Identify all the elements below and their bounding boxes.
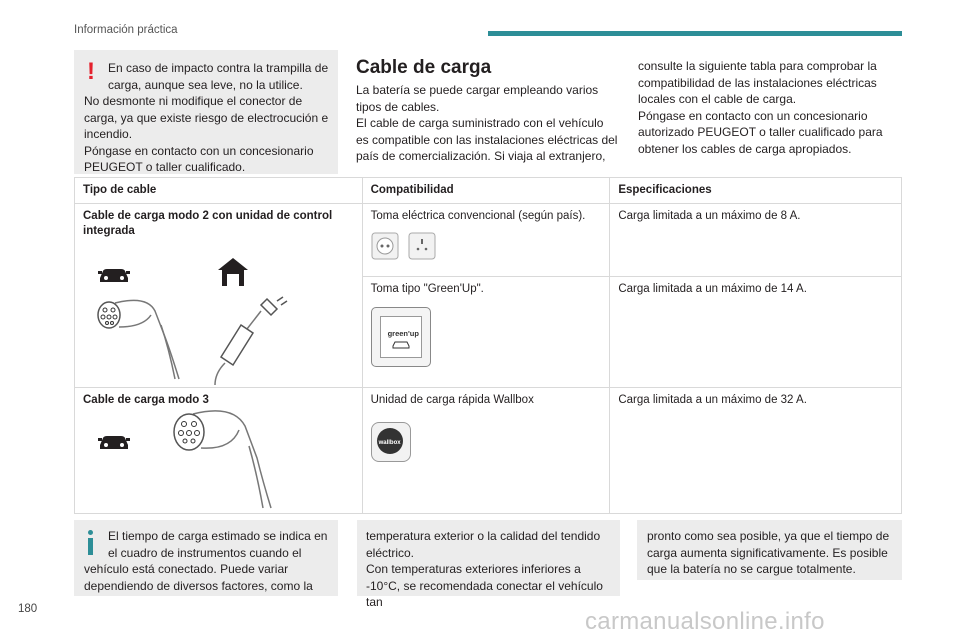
compatibility-cell <box>362 277 610 388</box>
compatibility-label: Toma tipo "Green'Up". <box>370 283 484 295</box>
section-paragraph-3: Póngase en contacto con un concesionario autorizado PEUGEOT o taller cualificado para obtener los cables de carga apropiados. <box>638 108 883 156</box>
info-paragraph-4: pronto como sea posible, ya que el tiempo de carga aumenta significativamente. Es posible que la batería no se cargue totalmente. <box>647 529 890 576</box>
info-line-2: el cuadro de instrumentos cuando el <box>108 545 302 560</box>
car-icon <box>97 432 131 452</box>
type-e-socket-icon <box>408 232 436 260</box>
table-row <box>75 388 902 514</box>
cable-type-cell <box>75 388 363 514</box>
car-icon <box>97 265 131 285</box>
specification-cell: Carga limitada a un máximo de 14 A. <box>610 277 902 388</box>
compatibility-label: Toma eléctrica convencional (según país). <box>370 210 586 222</box>
section-paragraph-1: La batería se puede cargar empleando varios tipos de cables. <box>356 83 599 114</box>
table-header-cell: Tipo de cable <box>75 178 363 204</box>
specification-cell: Carga limitada a un máximo de 8 A. <box>610 204 902 277</box>
info-icon <box>88 530 93 552</box>
greenup-icon-label: green'up <box>387 329 419 338</box>
exclamation-icon: ! <box>87 58 95 85</box>
page-number: 180 <box>18 603 38 615</box>
control-unit-cable-icon <box>207 295 297 387</box>
section-paragraph-2a: El cable de carga suministrado con el vehículo es compatible con las instalaciones eléctricas del país de comercialización. Si viaja al extranjero, <box>356 116 618 163</box>
cable-compatibility-table <box>74 177 902 514</box>
warning-para-3: Póngase en contacto con un concesionario PEUGEOT o taller cualificado. <box>84 143 314 174</box>
info-paragraph-2: temperatura exterior o la calidad del tendido eléctrico. <box>366 529 601 560</box>
info-note <box>74 520 338 596</box>
section-title: Cable de carga <box>356 57 492 78</box>
header-section-title: Información práctica <box>74 24 178 36</box>
table-header-row <box>75 178 902 204</box>
cable-type-label: Cable de carga modo 3 <box>83 394 209 406</box>
info-paragraph-3: Con temperaturas exteriores inferiores a -10°C, se recomendada conectar el vehículo tan <box>366 562 603 609</box>
wallbox-icon <box>371 422 411 462</box>
cable-type-cell <box>75 204 363 388</box>
section-paragraph-2b: consulte la siguiente tabla para comprobar la compatibilidad de las instalaciones eléctricas locales con el cable de carga. <box>638 59 877 106</box>
table-header-cell: Compatibilidad <box>362 178 610 204</box>
warning-note <box>74 50 338 174</box>
warning-line-1: En caso de impacto contra la trampilla de <box>108 61 329 75</box>
info-note-continued-2 <box>637 520 902 580</box>
info-rest: vehículo está conectado. Puede variar dependiendo de diversos factores, como la <box>84 562 313 593</box>
header-accent-bar <box>488 31 902 36</box>
greenup-socket-icon <box>371 307 431 367</box>
type2-connector-icon <box>91 297 191 383</box>
compatibility-cell <box>362 388 610 514</box>
warning-para-2: No desmonte ni modifique el conector de carga, ya que existe riesgo de electrocución e incendio. <box>84 94 329 141</box>
info-note-continued <box>357 520 620 609</box>
compatibility-cell <box>362 204 610 277</box>
table-row <box>75 204 902 277</box>
section-col-right <box>638 58 900 157</box>
house-icon <box>217 257 249 287</box>
warning-line-2: carga, aunque sea leve, no la utilice. <box>108 77 303 92</box>
watermark: carmanualsonline.info <box>585 608 825 635</box>
schuko-socket-icon <box>371 232 399 260</box>
table-header-cell: Especificaciones <box>610 178 902 204</box>
compatibility-label: Unidad de carga rápida Wallbox <box>370 394 534 406</box>
section-col-mid <box>356 82 618 165</box>
specification-cell: Carga limitada a un máximo de 32 A. <box>610 388 902 514</box>
cable-type-label: Cable de carga modo 2 con unidad de control integrada <box>83 210 333 237</box>
wallbox-icon-label: wallbox <box>378 440 401 446</box>
info-line-1: El tiempo de carga estimado se indica en <box>108 529 328 543</box>
type2-connector-icon <box>167 408 277 512</box>
